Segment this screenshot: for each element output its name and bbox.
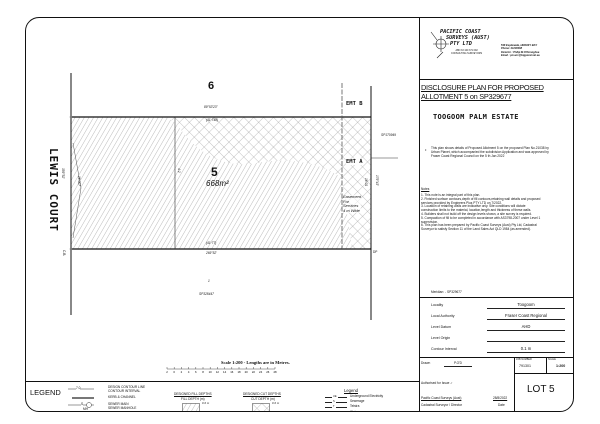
bullet-icon: • [425,147,427,152]
detail-label: Locality [431,303,444,307]
scale-tick-label: 22 [251,370,255,374]
note-item: 3. Location of retaining walls are indicative only. Site conditions will dictate construction limits to the material, location,length and thickness of these walls. [421,204,532,213]
cut-level-0: 0·0 m [272,401,280,405]
street-name: LEWIS COURT [47,148,60,232]
cut-depths-title: DESIGNED CUT DEPTHS [243,392,281,396]
detail-row [419,300,574,310]
plan-sheet [25,17,574,412]
lot-area: 668m² [206,179,229,188]
meridian: Meridian: - SP329677 [431,290,462,294]
service-code: S [333,400,335,404]
plan-title: DISCLOSURE PLAN FOR PROPOSED ALLOTMENT 5 on SP329677 [421,83,544,101]
scale-tick-label: 8 [202,370,204,374]
service-line-symbol [325,402,347,403]
detail-label: Contour Interval [431,347,457,351]
adjoining-plan-right: SP170949 [381,133,396,137]
estate-name: TOOGOOM PALM ESTATE [433,113,519,121]
note-item: 1. This note is an integral part of this plan. [421,193,481,197]
scale-tick-label: 6 [195,370,197,374]
detail-value: AHD [487,324,565,331]
scale-tick-label: 2 [166,370,168,374]
cut-depths-subtitle: CUT DEPTH (m) [251,397,275,401]
scale-tick-label: 18 [237,370,241,374]
right-length: 16·01 [363,178,368,187]
easement-b-label: EMT B [346,101,363,107]
right-bearing: 179°43' [374,175,379,186]
signer-role: Cadastral Surveyor / Director [421,403,463,407]
fill-depths-subtitle: FILL DEPTH (m) [181,397,205,401]
date-label: Date [498,403,505,407]
service-label: Telstra [350,404,360,409]
drawn-label: Drawn [421,361,431,365]
detail-label: Local Authority [431,314,455,318]
site-details [419,300,574,356]
legend-divider [26,381,420,382]
detail-value [487,335,565,342]
services-legend-item [323,410,419,412]
note-item: 6. This plan has been prepared by Pacific Coast Surveys (Aust) Pty Ltd, Cadastral Surveyor to satisfy Section 11 of the Land Sales Act QLD 1984 (as amended). [421,223,537,232]
service-code: T [333,405,335,409]
legend-title: LEGEND [30,388,61,397]
fill-depths-title: DESIGNED FILL DEPTHS [174,392,212,396]
top-bearing: 89°53'23" [204,105,218,109]
bottom-length: (41·77) [206,241,217,245]
adjoining-plan-below: SP328447 [199,292,214,296]
company-contact: 538 Esplanade, HERVEY BAY Phone: 41248488 Director : Philip M.O'Donoghue Email : pcsurv@bigpond.net.au [501,44,540,58]
notes-heading: Notes [421,187,430,191]
plan-summary: This plan shows details of Proposed Allotment 5 on the proposed Plan No.21038 by Urban Planet, which accompanied the subdivision Application and was approved by Fraser Coast Regional Council on the 5 th Jan 2022 [431,146,549,158]
scale-label: SCALE [548,358,556,361]
job-number: 791301 [519,364,531,368]
legend-item-kerb: KERB & CHANNEL [108,395,136,399]
detail-value: Toogoom [487,302,565,309]
cut-depth-swatch [252,403,270,412]
scale-tick-label: 16 [230,370,234,374]
scale-caption: Scale 1:200 - Lengths are in Metres. [221,360,290,365]
company-header [419,18,574,80]
easement-description: Easement For Services 4 m Wide [343,194,362,213]
sign-date: 28/8/2022 [493,396,508,400]
lot-number: 5 [211,165,218,179]
fill-level-0: 0·0 m [202,401,210,405]
top-length: (41·748) [206,118,219,122]
detail-row [419,344,574,354]
note-item: 2. Finished surface contours,depth of fill contours,retaining wall details and proposed services provided by Engineers Plus PTY LTD on 7/2022. [421,196,541,205]
scale-tick-label: 12 [215,370,219,374]
easement-a-label: EMT A [346,159,363,165]
authorised-for-issue: Authorised for Issue ✓ [421,381,453,385]
detail-label: Level Datum [431,325,452,329]
scale-tick-label: 20 [244,370,248,374]
contour-symbol: 7.0 [76,386,81,390]
scale-tick-label: 4 [187,370,190,374]
detail-label: Level Origin [431,336,451,340]
service-line-symbol [325,407,347,408]
service-label: Underground Electricity [350,394,384,398]
company-abn: ABN 33 100 371 092 CONSULTING SURVEYORS [451,49,483,55]
manhole-symbol: MH [83,407,88,411]
title-panel [419,18,574,412]
note-item: 5. Compaction of fill to be completed in accordance with AS3798-2007 under Level 1 supervision. [421,215,541,224]
left-bearing: 359°52' [60,168,65,179]
company-name: PACIFIC COAST SURVEYS (AUST) PTY LTD [440,29,490,47]
scale-tick-label: 14 [223,370,227,374]
scale-tick-label: 0 [173,370,175,374]
details-divider [419,297,574,298]
scale-bar [166,367,277,374]
detail-row [419,333,574,343]
service-label: Sewerage [350,399,365,404]
service-label: Water [350,409,359,412]
legend-item-sewer: SEWER MAIN SEWER MANHOLE [108,402,137,410]
scale-tick-label: 28 [273,370,277,374]
scale-tick-label: 2 [180,370,183,374]
notes-list [421,194,541,232]
bottom-bearing: 269°52' [206,251,217,255]
left-length: 16·007 [76,176,81,186]
scale-tick-label: 26 [266,370,270,374]
scale-tick-label: 10 [208,370,212,374]
services-legend-title: Legend [344,388,358,393]
detail-row [419,311,574,321]
detail-value: 0.1 m [487,346,565,353]
legend-symbols [66,386,186,412]
detail-row [419,322,574,332]
drawn-value: P.O'D [444,362,472,367]
job-number-label: JOB NUMBER [516,358,532,361]
fill-depth-swatch [182,403,200,412]
scale-value: 1:200 [556,364,566,368]
service-code [332,410,336,412]
service-code: UE [333,395,337,398]
note-item: 4. Builders shall not build off the design levels shown, a site survey is required. [421,211,532,216]
scale-tick-label: 24 [259,370,263,374]
signer: Pacific Coast Surveys (Aust) [421,396,462,400]
lot-label: LOT 5 [527,384,555,395]
detail-value: Fraser Coast Regional [487,313,565,320]
corner-mark-left: C.B. [61,250,66,257]
corner-mark-right: DP [373,250,378,254]
adjoining-lot-below: 1 [208,279,210,283]
legend-item-contour: DESIGN CONTOUR LINE CONTOUR INTERVAL [108,385,146,393]
contour-label: 4·2 [176,168,181,173]
sewer-symbol: S [81,402,84,406]
adjoining-lot-6: 6 [208,80,215,92]
